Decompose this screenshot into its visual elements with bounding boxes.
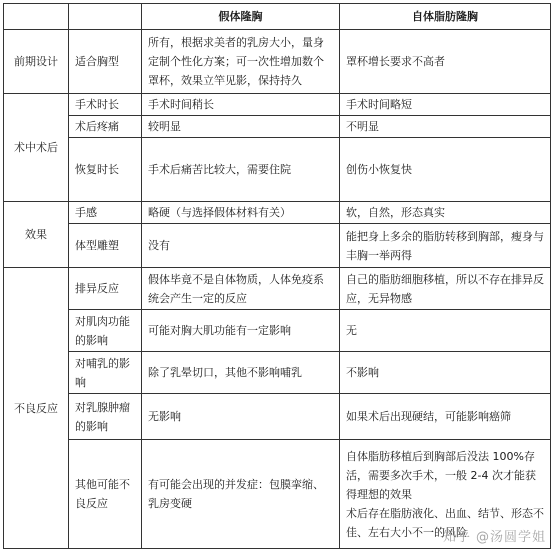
fat-cell: 能把身上多余的脂肪转移到胸部，瘦身与丰胸一举两得 bbox=[340, 224, 551, 268]
category-pre-design: 前期设计 bbox=[4, 30, 69, 94]
item-label: 对乳腺肿瘤的影响 bbox=[69, 394, 142, 440]
fat-note-survival: 自体脂肪移植后到胸部后没法 100%存活，需要多次手术，一般 2-4 次才能获得理想的效果 bbox=[346, 449, 536, 501]
header-blank-1 bbox=[4, 4, 69, 30]
item-label: 体型雕塑 bbox=[69, 224, 142, 268]
category-adverse-reactions: 不良反应 bbox=[4, 268, 69, 549]
item-label: 适合胸型 bbox=[69, 30, 142, 94]
watermark: 知乎 @汤圆学姐 bbox=[442, 530, 546, 545]
fat-cell: 无 bbox=[340, 310, 551, 352]
implant-cell: 所有，根据求美者的乳房大小，量身定制个性化方案；可一次性增加数个罩杯，效果立竿见影，保持持久 bbox=[142, 30, 340, 94]
table-row bbox=[4, 394, 551, 440]
implant-cell: 手术后痛苦比较大，需要住院 bbox=[142, 138, 340, 202]
header-blank-2 bbox=[69, 4, 142, 30]
fat-cell: 如果术后出现硬结，可能影响癌筛 bbox=[340, 394, 551, 440]
fat-cell: 罩杯增长要求不高者 bbox=[340, 30, 551, 94]
item-label: 术后疼痛 bbox=[69, 116, 142, 138]
item-label: 排异反应 bbox=[69, 268, 142, 310]
table-row bbox=[4, 30, 551, 94]
fat-cell: 不明显 bbox=[340, 116, 551, 138]
table-row bbox=[4, 138, 551, 202]
comparison-table bbox=[3, 3, 551, 549]
fat-cell: 创伤小恢复快 bbox=[340, 138, 551, 202]
implant-cell: 没有 bbox=[142, 224, 340, 268]
implant-cell: 假体毕竟不是自体物质，人体免疫系统会产生一定的反应 bbox=[142, 268, 340, 310]
header-row bbox=[4, 4, 551, 30]
implant-cell: 略硬（与选择假体材料有关） bbox=[142, 202, 340, 224]
table-row bbox=[4, 352, 551, 394]
item-label: 手术时长 bbox=[69, 94, 142, 116]
fat-cell: 软，自然，形态真实 bbox=[340, 202, 551, 224]
table-row bbox=[4, 310, 551, 352]
category-effect: 效果 bbox=[4, 202, 69, 268]
item-label: 恢复时长 bbox=[69, 138, 142, 202]
fat-cell: 手术时间略短 bbox=[340, 94, 551, 116]
table-row bbox=[4, 202, 551, 224]
table-row bbox=[4, 116, 551, 138]
implant-cell: 有可能会出现的并发症：包膜挛缩、乳房变硬 bbox=[142, 440, 340, 549]
item-label: 对肌肉功能的影响 bbox=[69, 310, 142, 352]
table-row bbox=[4, 224, 551, 268]
item-label: 对哺乳的影响 bbox=[69, 352, 142, 394]
implant-cell: 手术时间稍长 bbox=[142, 94, 340, 116]
fat-cell: 自己的脂肪细胞移植，所以不存在排异反应，无异物感 bbox=[340, 268, 551, 310]
implant-cell: 除了乳晕切口，其他不影响哺乳 bbox=[142, 352, 340, 394]
implant-cell: 较明显 bbox=[142, 116, 340, 138]
fat-cell: 不影响 bbox=[340, 352, 551, 394]
item-label: 其他可能不良反应 bbox=[69, 440, 142, 549]
fat-note-risks: 术后存在脂肪液化、出血、结节、形态不佳、左右大小不一的风险 bbox=[346, 506, 544, 539]
implant-cell: 可能对胸大肌功能有一定影响 bbox=[142, 310, 340, 352]
table-row bbox=[4, 268, 551, 310]
category-intra-post-op: 术中术后 bbox=[4, 94, 69, 202]
header-implant: 假体隆胸 bbox=[142, 4, 340, 30]
implant-cell: 无影响 bbox=[142, 394, 340, 440]
table-row bbox=[4, 94, 551, 116]
header-fat: 自体脂肪隆胸 bbox=[340, 4, 551, 30]
item-label: 手感 bbox=[69, 202, 142, 224]
